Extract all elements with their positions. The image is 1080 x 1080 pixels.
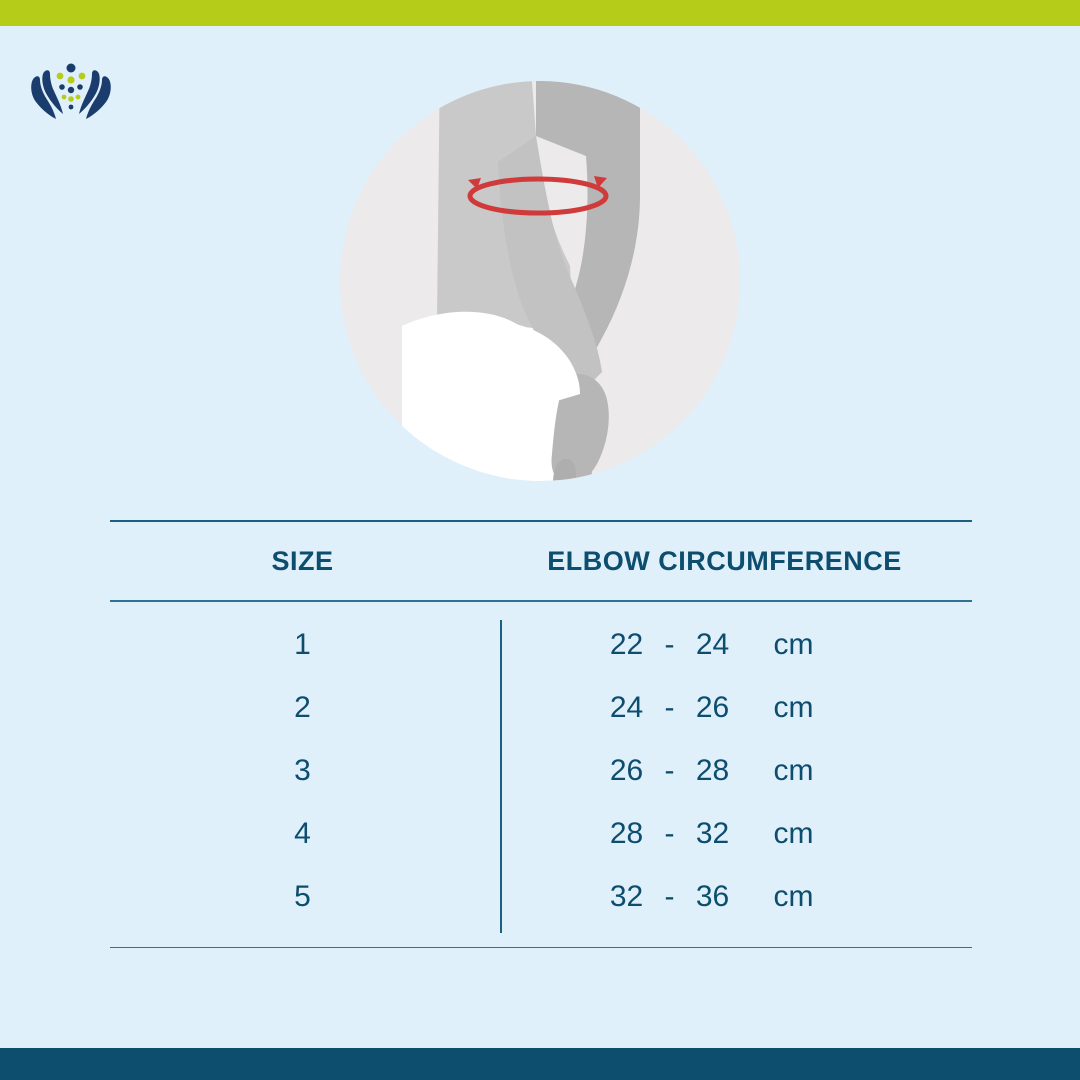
table-row <box>110 866 972 929</box>
cell-size: 2 <box>294 691 311 724</box>
cell-dash: - <box>664 754 675 787</box>
cell-max: 28 <box>695 754 730 787</box>
elbow-measurement-illustration <box>340 76 740 486</box>
cell-unit: cm <box>773 880 814 913</box>
cell-max: 32 <box>695 817 730 850</box>
table-row <box>110 614 972 677</box>
cell-size: 1 <box>294 628 311 661</box>
table-header-row <box>110 522 972 600</box>
brand-logo <box>28 56 114 126</box>
cell-unit: cm <box>773 691 814 724</box>
cell-unit: cm <box>773 817 814 850</box>
size-table <box>110 520 972 948</box>
cell-circumference <box>495 691 972 725</box>
cell-size: 5 <box>294 880 311 913</box>
cell-max: 36 <box>695 880 730 913</box>
cell-unit: cm <box>773 628 814 661</box>
cell-dash: - <box>664 817 675 850</box>
table-row <box>110 740 972 803</box>
cell-min: 24 <box>609 691 644 724</box>
cell-circumference <box>495 880 972 914</box>
table-row <box>110 803 972 866</box>
cell-max: 24 <box>695 628 730 661</box>
cell-max: 26 <box>695 691 730 724</box>
column-header-circumference: ELBOW CIRCUMFERENCE <box>547 545 902 576</box>
cell-circumference <box>495 754 972 788</box>
cell-min: 28 <box>609 817 644 850</box>
cell-min: 22 <box>609 628 644 661</box>
cell-dash: - <box>664 628 675 661</box>
cell-unit: cm <box>773 754 814 787</box>
cell-min: 26 <box>609 754 644 787</box>
column-header-size: SIZE <box>271 545 334 576</box>
bottom-accent-bar <box>0 1048 1080 1080</box>
cell-dash: - <box>664 880 675 913</box>
cell-dash: - <box>664 691 675 724</box>
table-body <box>110 602 972 947</box>
top-accent-bar <box>0 0 1080 26</box>
cell-size: 3 <box>294 754 311 787</box>
table-row <box>110 677 972 740</box>
cell-size: 4 <box>294 817 311 850</box>
column-divider <box>500 620 502 933</box>
table-bottom-rule <box>110 947 972 949</box>
cell-circumference <box>495 628 972 662</box>
cell-circumference <box>495 817 972 851</box>
cell-min: 32 <box>609 880 644 913</box>
